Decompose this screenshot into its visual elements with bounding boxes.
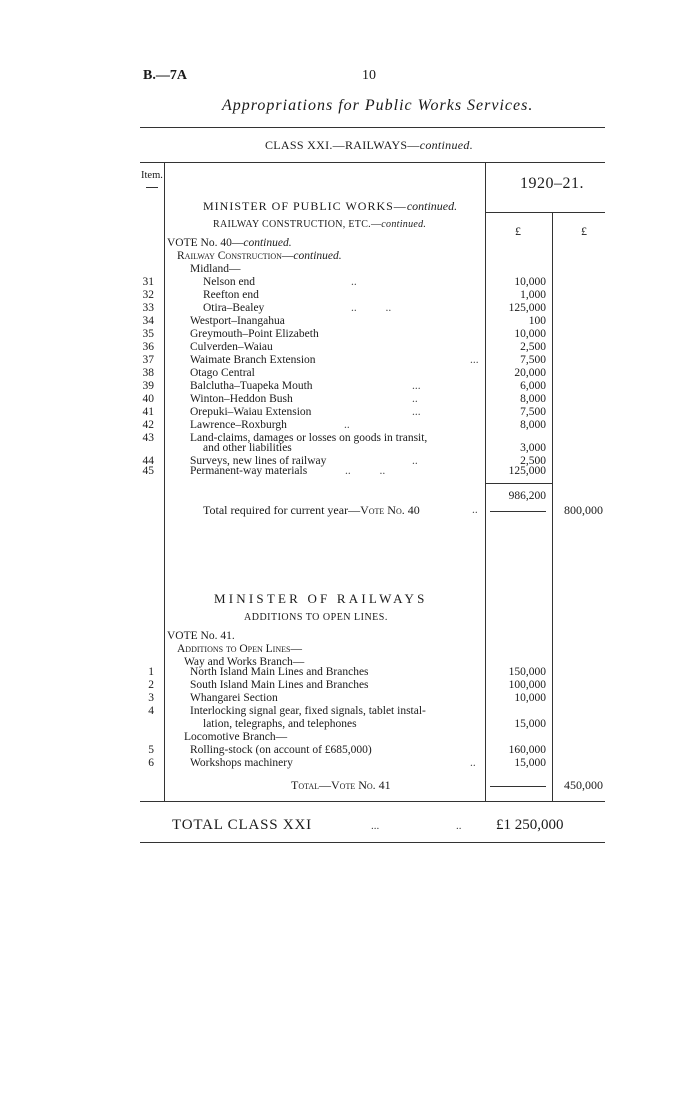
item-label: Whangarei Section (190, 692, 278, 704)
item-label: Lawrence–Roxburgh (190, 419, 287, 431)
item-label: South Island Main Lines and Branches (190, 679, 369, 691)
item-column-header: Item. (141, 170, 163, 181)
minister-public-works-continued: continued. (406, 199, 458, 213)
item-label: Waimate Branch Extension (190, 354, 316, 366)
item-label: Interlocking signal gear, fixed signals, tablet instal- (190, 705, 426, 717)
item-label: Reefton end (203, 289, 259, 301)
leader-dots: .. .. (351, 302, 392, 314)
item-number: 31 (142, 276, 154, 288)
railway-construction-text: RAILWAY CONSTRUCTION, ETC.— (213, 219, 382, 230)
year-column-header: 1920–21. (520, 175, 584, 192)
leader-dots: ... (371, 820, 380, 832)
page-title: Appropriations for Public Works Services. (222, 97, 534, 114)
additions-open-lines-heading: Additions to Open Lines— (177, 643, 302, 655)
item-label: Culverden–Waiau (190, 341, 273, 353)
item-number: 43 (142, 432, 154, 444)
midland-group-heading: Midland— (190, 263, 241, 275)
rule-table-bottom (140, 801, 605, 802)
item-column-rule (164, 163, 165, 801)
item-label: Rolling-stock (on account of £685,000) (190, 744, 372, 756)
item-label-continued: and other liabilities (203, 442, 292, 454)
item-amount: 100,000 (508, 679, 546, 691)
item-number: 34 (142, 315, 154, 327)
item-amount: 15,000 (514, 757, 546, 769)
item-amount: 1,000 (520, 289, 546, 301)
item-amount: 2,500 (520, 455, 546, 467)
railway-construction-heading-continued: continued. (293, 250, 342, 262)
railway-construction-heading (177, 250, 342, 263)
item-amount: 10,000 (514, 328, 546, 340)
item-number: 45 (142, 465, 154, 477)
grand-total-amount: £1 250,000 (496, 817, 564, 833)
item-header-dash (146, 187, 158, 188)
way-works-group-heading: Way and Works Branch— (184, 656, 305, 668)
year-header-rule (486, 212, 605, 213)
item-number: 33 (142, 302, 154, 314)
item-number: 38 (142, 367, 154, 379)
amount-column-rule-1 (485, 163, 486, 801)
item-label: Nelson end (203, 276, 256, 288)
leader-dots: .. (351, 276, 357, 288)
item-label-continued: lation, telegraphs, and telephones (203, 718, 357, 730)
item-amount: 20,000 (514, 367, 546, 379)
vote-40-total-amount: 800,000 (564, 503, 603, 517)
rule-bottom (140, 842, 605, 843)
item-amount: 8,000 (520, 393, 546, 405)
grand-total-label: TOTAL CLASS XXI (172, 817, 312, 833)
item-amount: 160,000 (508, 744, 546, 756)
document-reference: B.—7A (143, 68, 187, 83)
item-number: 4 (148, 705, 154, 717)
item-number: 1 (148, 666, 154, 678)
vote-40-total-text: Total required for current year— (203, 503, 361, 517)
item-number: 35 (142, 328, 154, 340)
item-number: 40 (142, 393, 154, 405)
item-number: 44 (142, 455, 154, 467)
item-amount: 125,000 (508, 302, 546, 314)
subtotal-rule (486, 483, 552, 484)
leader-dots: .. (412, 455, 418, 467)
item-number: 37 (142, 354, 154, 366)
item-number: 39 (142, 380, 154, 392)
item-amount: 10,000 (514, 692, 546, 704)
item-label: Orepuki–Waiau Extension (190, 406, 312, 418)
item-amount: 8,000 (520, 419, 546, 431)
leader-dots: .. (472, 504, 478, 516)
item-number: 36 (142, 341, 154, 353)
item-number: 32 (142, 289, 154, 301)
item-label: Surveys, new lines of railway (190, 455, 327, 467)
item-amount: 6,000 (520, 380, 546, 392)
rule-top (140, 127, 605, 128)
item-amount: 2,500 (520, 341, 546, 353)
item-label: Workshops machinery (190, 757, 293, 769)
vote-40-text: VOTE No. 40— (167, 237, 244, 249)
item-amount: 3,000 (520, 442, 546, 454)
locomotive-group-heading: Locomotive Branch— (184, 731, 288, 743)
currency-symbol-2: £ (581, 224, 587, 238)
item-number: 5 (148, 744, 154, 756)
item-number: 41 (142, 406, 154, 418)
leader-dots: ... (412, 380, 421, 392)
leader-dots: .. (344, 419, 350, 431)
vote-41-total-label: Total—Vote No. 41 (291, 778, 391, 792)
item-label: North Island Main Lines and Branches (190, 666, 369, 678)
currency-symbol-1: £ (515, 224, 521, 238)
item-label: Winton–Heddon Bush (190, 393, 293, 405)
item-number: 6 (148, 757, 154, 769)
item-number: 42 (142, 419, 154, 431)
item-amount: 7,500 (520, 406, 546, 418)
leader-dots: .. (456, 820, 462, 832)
vote-40-heading (167, 237, 292, 250)
item-amount: 150,000 (508, 666, 546, 678)
item-amount: 125,000 (508, 465, 546, 477)
leader-dots: ... (470, 354, 479, 366)
vote-40-total-vote: Vote No. 40 (360, 503, 420, 517)
item-label: Balclutha–Tuapeka Mouth (190, 380, 313, 392)
page-number: 10 (362, 68, 376, 83)
class-title-text: CLASS XXI.—RAILWAYS— (265, 138, 420, 152)
item-label: Greymouth–Point Elizabeth (190, 328, 319, 340)
minister-public-works-heading (203, 199, 457, 214)
vote-40-continued: continued. (243, 237, 292, 249)
additions-open-lines-subheading: ADDITIONS TO OPEN LINES. (244, 612, 388, 623)
leader-dots: .. (470, 757, 476, 769)
item-amount: 15,000 (514, 718, 546, 730)
class-title (265, 138, 473, 153)
leader-dots: ... (412, 406, 421, 418)
item-label: Permanent-way materials (190, 465, 308, 477)
item-amount: 100 (528, 315, 546, 327)
item-label: Westport–Inangahua (190, 315, 285, 327)
item-label: Otira–Bealey (203, 302, 265, 314)
item-label: Land-claims, damages or losses on goods in transit, (190, 432, 428, 444)
vote-41-total-amount: 450,000 (564, 778, 603, 792)
rule-table-top (140, 162, 605, 163)
item-amount: 10,000 (514, 276, 546, 288)
vote-41-heading: VOTE No. 41. (167, 630, 235, 642)
railway-construction-subheading (213, 219, 426, 230)
railway-construction-continued: continued. (381, 219, 427, 230)
leader-dots: .. (412, 393, 418, 405)
minister-public-works-text: MINISTER OF PUBLIC WORKS— (203, 199, 407, 213)
railway-construction-heading-text: Railway Construction— (177, 250, 294, 262)
item-amount: 7,500 (520, 354, 546, 366)
leader-dots: .. .. (345, 465, 386, 477)
vote-40-total-label (203, 504, 420, 517)
class-title-continued: continued. (419, 138, 474, 152)
minister-railways-heading: MINISTER OF RAILWAYS (214, 591, 428, 606)
item-label: Otago Central (190, 367, 255, 379)
item-number: 3 (148, 692, 154, 704)
item-number: 2 (148, 679, 154, 691)
vote-40-subtotal: 986,200 (508, 490, 546, 502)
